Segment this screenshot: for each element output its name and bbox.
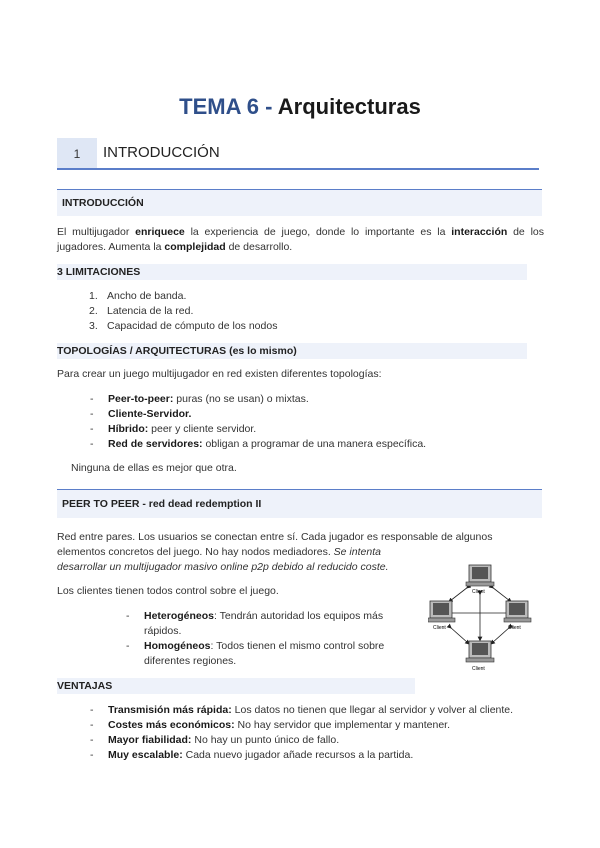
list-number: 3. — [89, 320, 98, 332]
text: : Todos tienen el mismo control sobre — [210, 640, 385, 652]
page-title — [0, 94, 600, 120]
dash-bullet: - — [90, 393, 94, 405]
computer-icon — [428, 601, 455, 622]
client-label-top: Client — [472, 589, 485, 595]
computer-icon — [504, 601, 531, 622]
title-dash: - — [265, 94, 273, 119]
text: No hay servidor que implementar y mantener. — [234, 719, 450, 731]
ventajas-heading — [57, 678, 415, 694]
list-item — [57, 609, 419, 624]
bold-text: Mayor fiabilidad: — [108, 734, 192, 746]
topologies-heading-label: TOPOLOGÍAS / ARQUITECTURAS (es lo mismo) — [57, 345, 297, 357]
limits-heading-label: 3 LIMITACIONES — [57, 266, 141, 278]
text: diferentes regiones. — [144, 655, 237, 667]
text: elementos concretos del juego. No hay nodos mediadores. — [57, 546, 334, 558]
bold-text: Costes más económicos: — [108, 719, 235, 731]
dash-bullet: - — [90, 749, 94, 761]
text: Los datos no tienen que llegar al servidor y volver al cliente. — [231, 704, 514, 716]
bold-text: Transmisión más rápida: — [108, 704, 232, 716]
bold-text: complejidad — [164, 241, 226, 253]
italic-text: Se intenta — [333, 546, 381, 558]
p2p-line2 — [57, 545, 417, 560]
dash-bullet: - — [90, 704, 94, 716]
section-label: INTRODUCCIÓN — [103, 144, 220, 161]
topologies-note: Ninguna de ellas es mejor que otra. — [71, 462, 237, 474]
bold-text: Cliente-Servidor. — [108, 408, 192, 420]
intro-box — [57, 189, 542, 216]
limits-heading — [57, 264, 527, 280]
intro-paragraph — [57, 225, 544, 255]
p2p-box — [57, 489, 542, 518]
topologies-heading — [57, 343, 527, 359]
text: de desarrollo. — [225, 241, 293, 253]
p2p-types-list — [57, 609, 419, 669]
dash-bullet: - — [90, 438, 94, 450]
text: El multijugador — [57, 226, 136, 238]
list-number: 1. — [89, 290, 98, 302]
bold-text: enriquece — [135, 226, 185, 238]
text: No hay un punto único de fallo. — [191, 734, 340, 746]
bold-text: Heterogéneos — [144, 610, 215, 622]
computer-icon — [466, 641, 494, 662]
text: la experiencia de juego, donde lo importante es la — [184, 226, 452, 238]
text: puras (no se usan) o mixtas. — [173, 393, 309, 405]
section-header — [57, 138, 539, 170]
dash-bullet: - — [126, 610, 130, 622]
connection-arrows — [450, 587, 510, 643]
text: Cada nuevo jugador añade recursos a la partida. — [182, 749, 414, 761]
list-number: 2. — [89, 305, 98, 317]
section-number: 1 — [57, 138, 97, 168]
topologies-intro: Para crear un juego multijugador en red existen diferentes topologías: — [57, 368, 382, 380]
dash-bullet: - — [90, 408, 94, 420]
list-text: Ancho de banda. — [107, 290, 187, 302]
italic-text: desarrollar un multijugador masivo online p2p debido al reducido coste. — [57, 561, 389, 573]
title-arquitecturas: Arquitecturas — [277, 94, 421, 119]
text: peer y cliente servidor. — [148, 423, 257, 435]
p2p-line3 — [57, 560, 417, 575]
title-tema: TEMA 6 — [179, 94, 260, 119]
bold-text: Muy escalable: — [108, 749, 183, 761]
list-text: Latencia de la red. — [107, 305, 194, 317]
p2p-line1: Red entre pares. Los usuarios se conectan entre sí. Cada jugador es responsable de algunos — [57, 531, 493, 543]
text: : Tendrán autoridad los equipos más — [214, 610, 384, 622]
dash-bullet: - — [90, 734, 94, 746]
bold-text: interacción — [451, 226, 508, 238]
list-item-cont — [57, 654, 419, 669]
list-item — [57, 639, 419, 654]
dash-bullet: - — [126, 640, 130, 652]
text: obligan a programar de una manera específica. — [202, 438, 427, 450]
text: rápidos. — [144, 625, 182, 637]
p2p-network-diagram — [428, 563, 532, 673]
intro-box-label: INTRODUCCIÓN — [62, 197, 144, 209]
bold-text: Homogéneos — [144, 640, 211, 652]
ventajas-heading-label: VENTAJAS — [57, 680, 113, 692]
client-label-bottom: Client — [472, 666, 485, 672]
client-label-right: Client — [508, 625, 521, 631]
computer-icon — [466, 565, 494, 586]
bold-text: Red de servidores: — [108, 438, 203, 450]
bold-text: Híbrido: — [108, 423, 149, 435]
p2p-clients: Los clientes tienen todos control sobre el juego. — [57, 585, 279, 597]
list-text: Capacidad de cómputo de los nodos — [107, 320, 278, 332]
list-item-cont — [57, 624, 419, 639]
p2p-box-label: PEER TO PEER - red dead redemption II — [62, 498, 262, 510]
client-label-left: Client — [433, 625, 446, 631]
text: de los jugadores. Aumenta la — [57, 226, 544, 253]
bold-text: Peer-to-peer: — [108, 393, 174, 405]
dash-bullet: - — [90, 719, 94, 731]
dash-bullet: - — [90, 423, 94, 435]
